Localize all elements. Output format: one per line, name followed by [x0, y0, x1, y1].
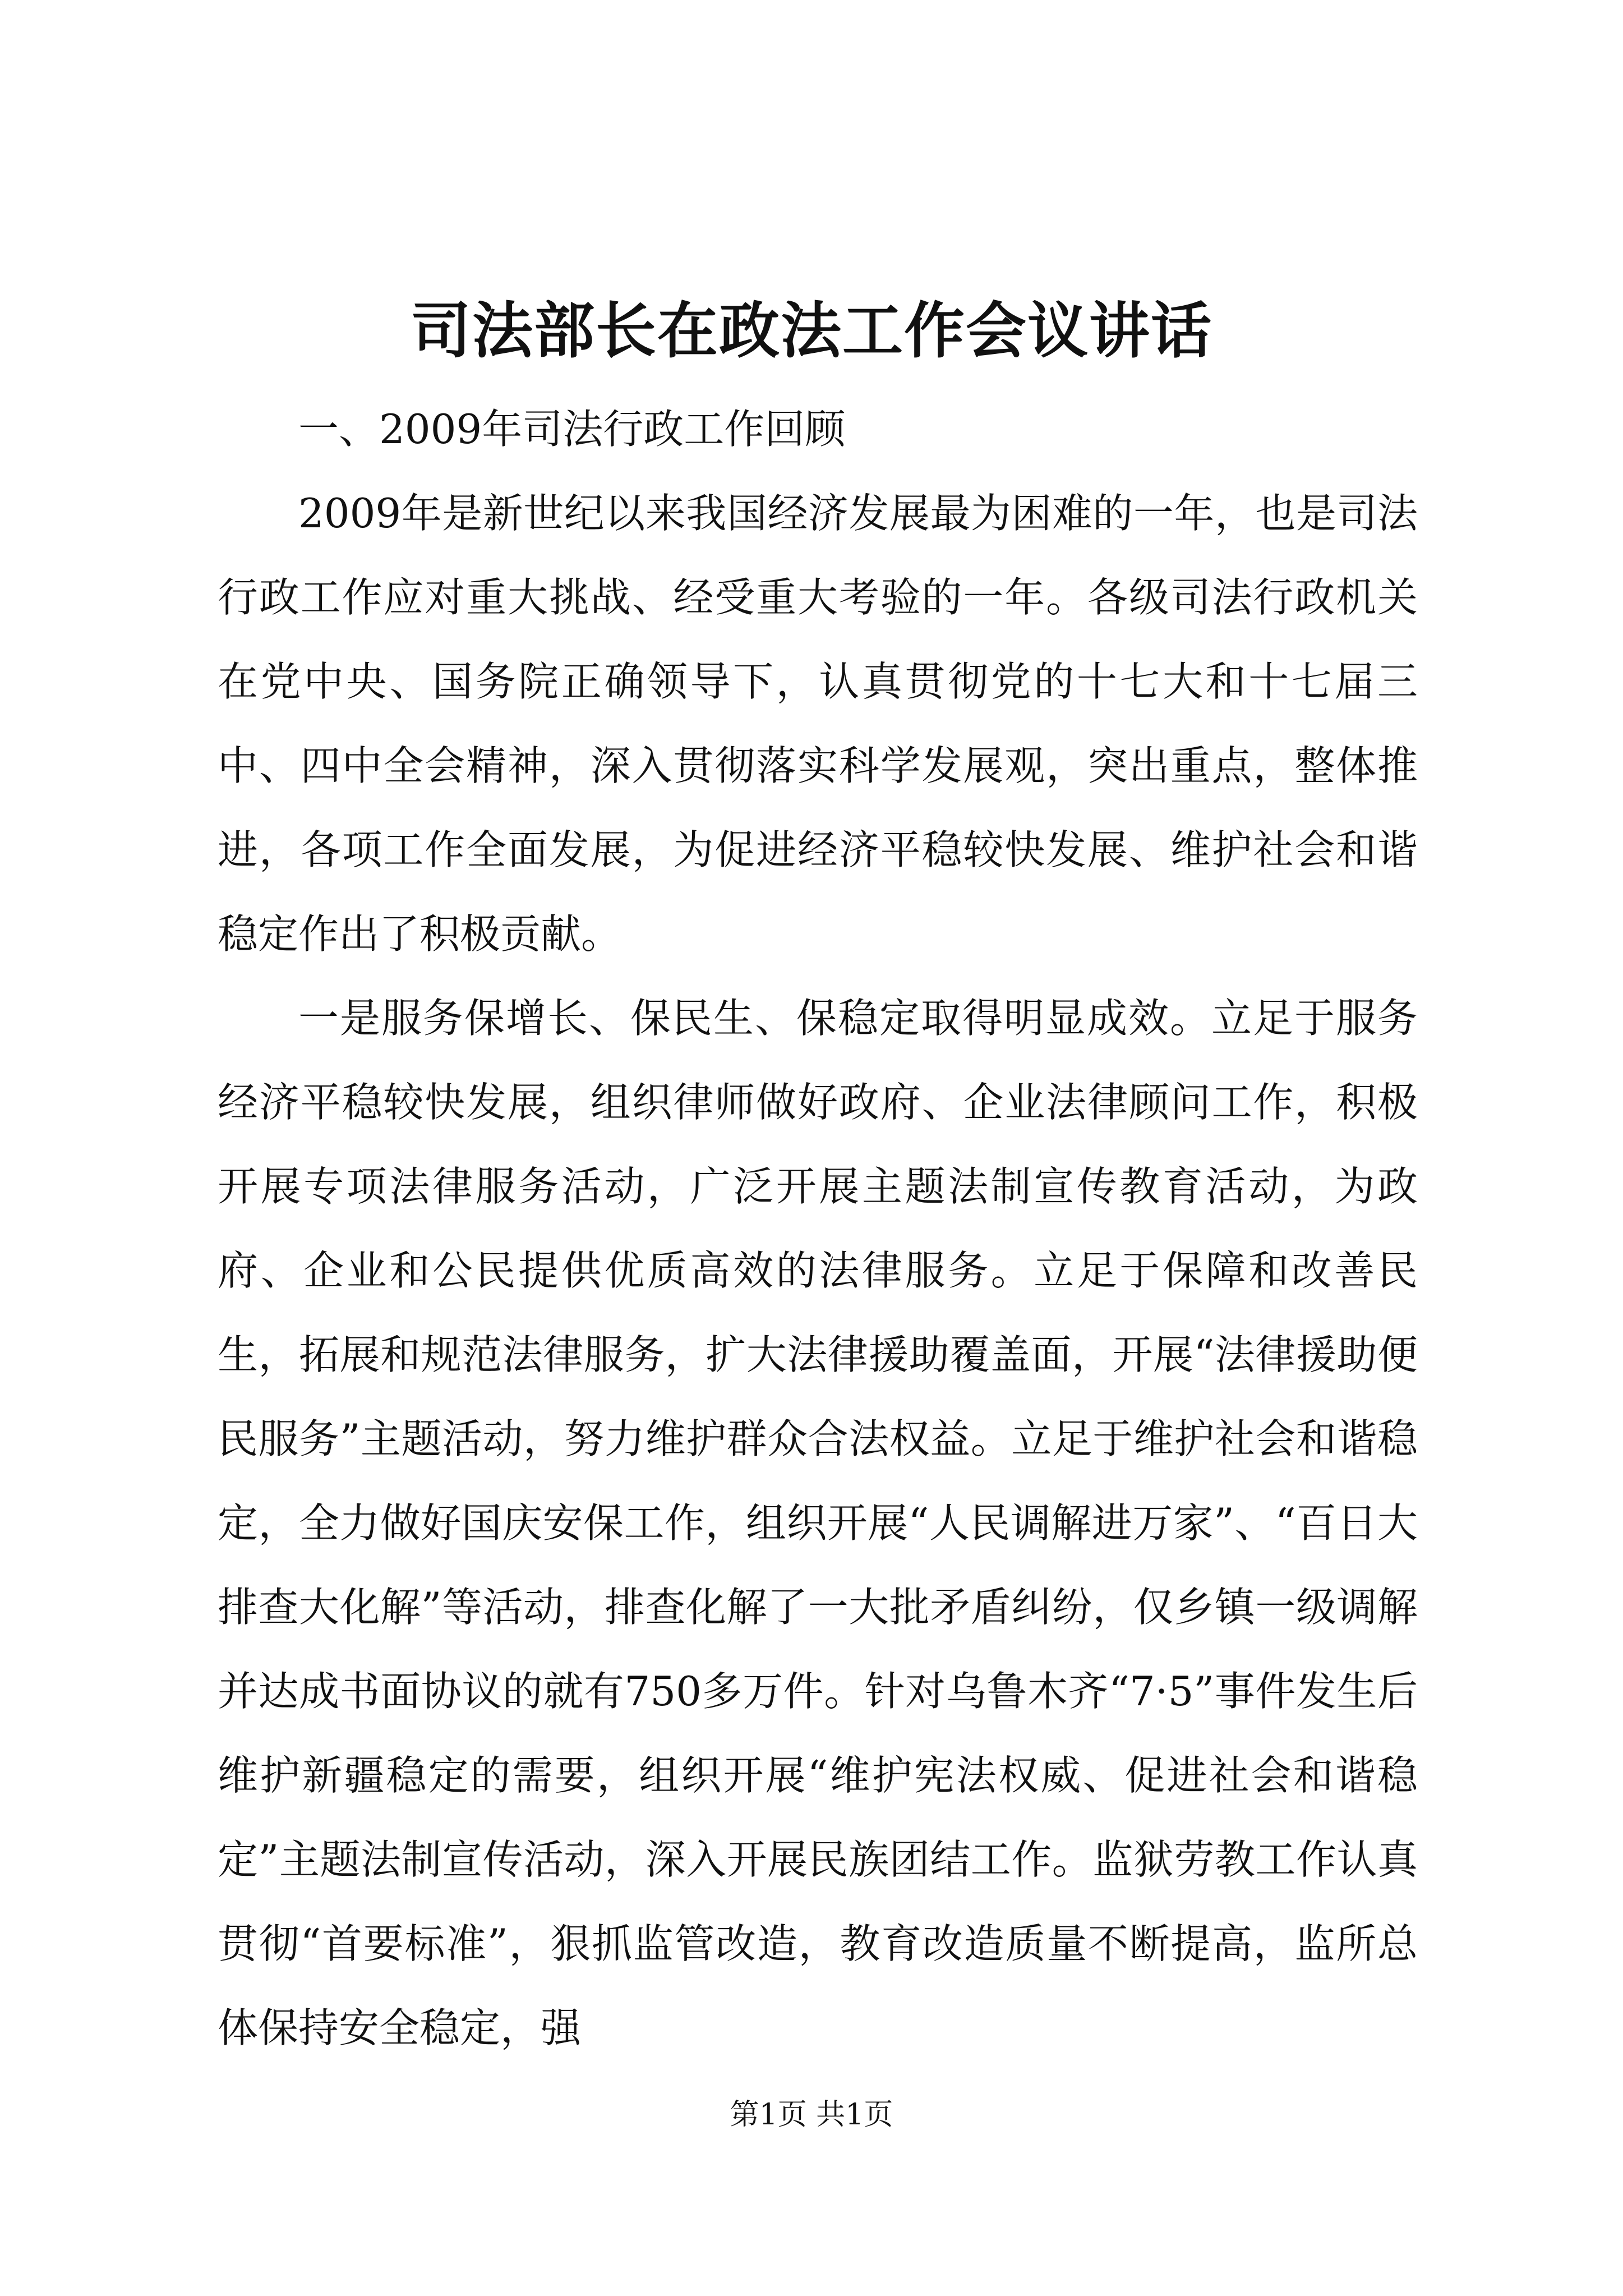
paragraph-1: 2009年是新世纪以来我国经济发展最为困难的一年，也是司法行政工作应对重大挑战、经受重大考验的一年。各级司法行政机关在党中央、国务院正确领导下，认真贯彻党的十七大和十七届三中、四中全会精神，深入贯彻落实科学发展观，突出重点，整体推进，各项工作全面发展，为促进经济平稳较快发展、维护社会和谐稳定作出了积极贡献。	[218, 490, 1418, 958]
section-heading: 一、2009年司法行政工作回顾	[298, 406, 846, 453]
page-footer: 第1页 共1页	[730, 2098, 893, 2132]
document-title: 司法部长在政法工作会议讲话	[410, 296, 1212, 366]
paragraph-2: 一是服务保增长、保民生、保稳定取得明显成效。立足于服务经济平稳较快发展，组织律师做好政府、企业法律顾问工作，积极开展专项法律服务活动，广泛开展主题法制宣传教育活动，为政府、企业和公民提供优质高效的法律服务。立足于保障和改善民生，拓展和规范法律服务，扩大法律援助覆盖面，开展“法律援助便民服务”主题活动，努力维护群众合法权益。立足于维护社会和谐稳定，全力做好国庆安保工作，组织开展“人民调解进万家”、“百日大排查大化解”等活动，排查化解了一大批矛盾纠纷，仅乡镇一级调解并达成书面协议的就有750多万件。针对乌鲁木齐“7·5”事件发生后维护新疆稳定的需要，组织开展“维护宪法权威、促进社会和谐稳定”主题法制宣传活动，深入开展民族团结工作。监狱劳教工作认真贯彻“首要标准”，狠抓监管改造，教育改造质量不断提高，监所总体保持安全稳定，强	[218, 995, 1418, 2051]
document-body	[218, 387, 1418, 2070]
